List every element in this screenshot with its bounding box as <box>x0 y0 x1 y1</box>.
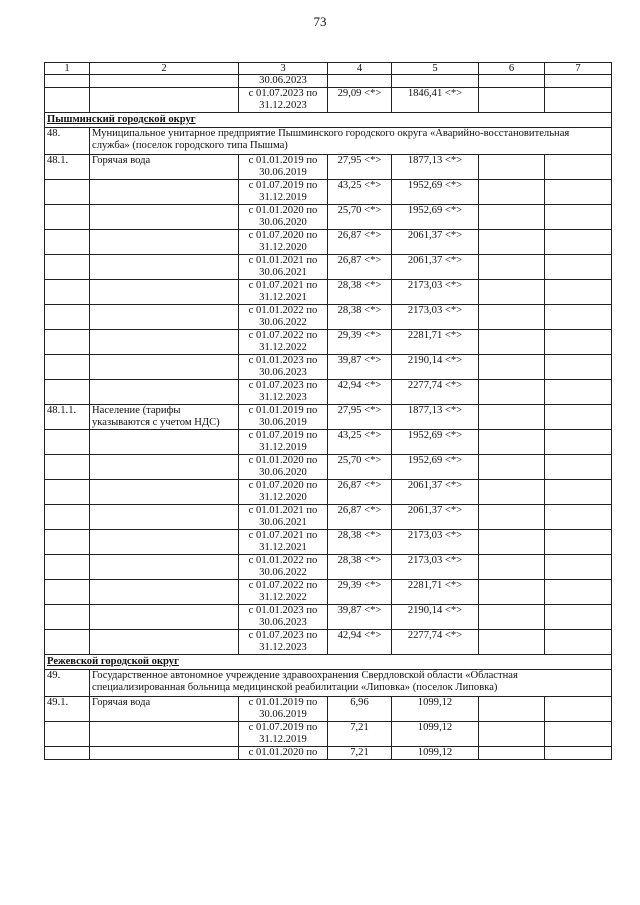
row-number <box>45 630 90 655</box>
service-name <box>90 75 239 88</box>
tariff-value: 7,21 <box>328 747 392 760</box>
table-row <box>45 75 612 88</box>
empty-cell <box>545 205 612 230</box>
tariff-value: 26,87 <*> <box>328 480 392 505</box>
row-number <box>45 380 90 405</box>
tariff-value: 28,38 <*> <box>328 530 392 555</box>
section-row <box>45 655 612 670</box>
empty-cell <box>479 605 545 630</box>
period: с 01.01.2021 по 30.06.2021 <box>239 255 328 280</box>
service-name <box>90 430 239 455</box>
period: с 01.01.2019 по 30.06.2019 <box>239 405 328 430</box>
tariff-value: 27,95 <*> <box>328 405 392 430</box>
tariff-value: 28,38 <*> <box>328 280 392 305</box>
tariff-value: 2061,37 <*> <box>392 255 479 280</box>
organization-row <box>45 670 612 697</box>
empty-cell <box>545 430 612 455</box>
row-number <box>45 280 90 305</box>
row-number <box>45 355 90 380</box>
tariff-value: 2281,71 <*> <box>392 330 479 355</box>
row-number <box>45 580 90 605</box>
empty-cell <box>545 480 612 505</box>
tariff-value: 39,87 <*> <box>328 355 392 380</box>
row-number <box>45 430 90 455</box>
row-number <box>45 205 90 230</box>
empty-cell <box>545 155 612 180</box>
table-row <box>45 355 612 380</box>
service-name <box>90 380 239 405</box>
service-name <box>90 580 239 605</box>
column-header: 2 <box>90 63 239 75</box>
service-name <box>90 480 239 505</box>
tariff-value: 1952,69 <*> <box>392 180 479 205</box>
tariff-value: 2173,03 <*> <box>392 530 479 555</box>
empty-cell <box>479 580 545 605</box>
period: с 01.07.2023 по 31.12.2023 <box>239 88 328 113</box>
tariff-value: 2061,37 <*> <box>392 480 479 505</box>
tariff-value: 26,87 <*> <box>328 505 392 530</box>
row-number: 49. <box>45 670 90 697</box>
tariff-value: 26,87 <*> <box>328 255 392 280</box>
column-header: 5 <box>392 63 479 75</box>
row-number <box>45 722 90 747</box>
empty-cell <box>545 280 612 305</box>
service-name <box>90 630 239 655</box>
tariff-value: 2173,03 <*> <box>392 555 479 580</box>
empty-cell <box>479 505 545 530</box>
empty-cell <box>545 305 612 330</box>
empty-cell <box>545 88 612 113</box>
period: с 01.01.2019 по 30.06.2019 <box>239 697 328 722</box>
period: с 01.07.2020 по 31.12.2020 <box>239 230 328 255</box>
table-row <box>45 455 612 480</box>
empty-cell <box>479 697 545 722</box>
table-row <box>45 230 612 255</box>
row-number: 48. <box>45 128 90 155</box>
tariff-table <box>44 62 612 760</box>
row-number <box>45 455 90 480</box>
table-row <box>45 630 612 655</box>
service-name <box>90 88 239 113</box>
row-number <box>45 330 90 355</box>
empty-cell <box>479 455 545 480</box>
period: с 01.01.2021 по 30.06.2021 <box>239 505 328 530</box>
table-row <box>45 205 612 230</box>
column-header: 3 <box>239 63 328 75</box>
empty-cell <box>545 580 612 605</box>
empty-cell <box>545 180 612 205</box>
service-name <box>90 330 239 355</box>
service-name: Горячая вода <box>90 697 239 722</box>
empty-cell <box>545 747 612 760</box>
organization-name: Муниципальное унитарное предприятие Пышминского городского округа «Аварийно-восстановительная служба» (поселок городского типа Пышма) <box>90 128 612 155</box>
table-row <box>45 155 612 180</box>
service-name <box>90 280 239 305</box>
tariff-value: 2061,37 <*> <box>392 230 479 255</box>
row-number: 49.1. <box>45 697 90 722</box>
period: с 01.07.2022 по 31.12.2022 <box>239 330 328 355</box>
period: с 01.07.2022 по 31.12.2022 <box>239 580 328 605</box>
table-row <box>45 697 612 722</box>
column-header: 1 <box>45 63 90 75</box>
tariff-value: 1952,69 <*> <box>392 205 479 230</box>
tariff-value: 6,96 <box>328 697 392 722</box>
empty-cell <box>479 747 545 760</box>
row-number <box>45 255 90 280</box>
tariff-value: 2061,37 <*> <box>392 505 479 530</box>
table-row <box>45 747 612 760</box>
table-row <box>45 280 612 305</box>
tariff-value: 42,94 <*> <box>328 380 392 405</box>
service-name <box>90 305 239 330</box>
period: 30.06.2023 <box>239 75 328 88</box>
tariff-value: 42,94 <*> <box>328 630 392 655</box>
empty-cell <box>545 555 612 580</box>
empty-cell <box>479 630 545 655</box>
table-row <box>45 380 612 405</box>
tariff-value: 26,87 <*> <box>328 230 392 255</box>
table-row <box>45 305 612 330</box>
tariff-value: 2190,14 <*> <box>392 605 479 630</box>
table-row <box>45 580 612 605</box>
empty-cell <box>545 630 612 655</box>
empty-cell <box>545 530 612 555</box>
empty-cell <box>479 380 545 405</box>
column-header: 7 <box>545 63 612 75</box>
period: с 01.07.2019 по 31.12.2019 <box>239 180 328 205</box>
empty-cell <box>479 355 545 380</box>
empty-cell <box>479 180 545 205</box>
column-header: 6 <box>479 63 545 75</box>
tariff-value: 1099,12 <box>392 697 479 722</box>
row-number <box>45 180 90 205</box>
tariff-value: 1952,69 <*> <box>392 455 479 480</box>
row-number <box>45 555 90 580</box>
period: с 01.07.2020 по 31.12.2020 <box>239 480 328 505</box>
tariff-value <box>328 75 392 88</box>
empty-cell <box>545 75 612 88</box>
row-number <box>45 480 90 505</box>
period: с 01.01.2020 по 30.06.2020 <box>239 205 328 230</box>
empty-cell <box>479 88 545 113</box>
section-title: Пышминский городской округ <box>45 113 612 128</box>
tariff-value: 1099,12 <box>392 722 479 747</box>
table-row <box>45 530 612 555</box>
row-number <box>45 88 90 113</box>
period: с 01.01.2022 по 30.06.2022 <box>239 305 328 330</box>
tariff-value: 25,70 <*> <box>328 455 392 480</box>
service-name <box>90 505 239 530</box>
empty-cell <box>545 697 612 722</box>
tariff-value <box>392 75 479 88</box>
empty-cell <box>545 605 612 630</box>
row-number <box>45 747 90 760</box>
period: с 01.07.2019 по 31.12.2019 <box>239 722 328 747</box>
tariff-value: 2190,14 <*> <box>392 355 479 380</box>
row-number <box>45 505 90 530</box>
empty-cell <box>479 305 545 330</box>
service-name <box>90 555 239 580</box>
period: с 01.07.2021 по 31.12.2021 <box>239 280 328 305</box>
service-name <box>90 230 239 255</box>
row-number: 48.1. <box>45 155 90 180</box>
tariff-value: 1099,12 <box>392 747 479 760</box>
table-row <box>45 555 612 580</box>
service-name <box>90 722 239 747</box>
table-row <box>45 505 612 530</box>
tariff-value: 27,95 <*> <box>328 155 392 180</box>
empty-cell <box>479 405 545 430</box>
empty-cell <box>545 230 612 255</box>
service-name <box>90 180 239 205</box>
tariff-value: 2173,03 <*> <box>392 305 479 330</box>
tariff-value: 25,70 <*> <box>328 205 392 230</box>
empty-cell <box>479 280 545 305</box>
empty-cell <box>545 380 612 405</box>
tariff-value: 1877,13 <*> <box>392 405 479 430</box>
empty-cell <box>479 155 545 180</box>
tariff-value: 2277,74 <*> <box>392 380 479 405</box>
period: с 01.01.2022 по 30.06.2022 <box>239 555 328 580</box>
tariff-value: 39,87 <*> <box>328 605 392 630</box>
period: с 01.07.2021 по 31.12.2021 <box>239 530 328 555</box>
empty-cell <box>479 530 545 555</box>
tariff-value: 43,25 <*> <box>328 430 392 455</box>
tariff-value: 1952,69 <*> <box>392 430 479 455</box>
row-number <box>45 230 90 255</box>
row-number <box>45 605 90 630</box>
empty-cell <box>479 555 545 580</box>
tariff-value: 1846,41 <*> <box>392 88 479 113</box>
page-number: 73 <box>313 14 327 29</box>
service-name <box>90 205 239 230</box>
empty-cell <box>545 255 612 280</box>
organization-row <box>45 128 612 155</box>
empty-cell <box>479 430 545 455</box>
table-row <box>45 430 612 455</box>
table-row <box>45 605 612 630</box>
tariff-value: 2277,74 <*> <box>392 630 479 655</box>
service-name <box>90 605 239 630</box>
tariff-value: 2281,71 <*> <box>392 580 479 605</box>
period: с 01.07.2019 по 31.12.2019 <box>239 430 328 455</box>
tariff-value: 1877,13 <*> <box>392 155 479 180</box>
empty-cell <box>479 330 545 355</box>
row-number <box>45 530 90 555</box>
tariff-value: 28,38 <*> <box>328 555 392 580</box>
organization-name: Государственное автономное учреждение здравоохранения Свердловской области «Областная специализированная больница медицинской реабилитации «Липовка» (поселок Липовка) <box>90 670 612 697</box>
period: с 01.01.2019 по 30.06.2019 <box>239 155 328 180</box>
empty-cell <box>479 480 545 505</box>
row-number: 48.1.1. <box>45 405 90 430</box>
table-row <box>45 480 612 505</box>
empty-cell <box>479 255 545 280</box>
section-row <box>45 113 612 128</box>
tariff-value: 28,38 <*> <box>328 305 392 330</box>
empty-cell <box>479 205 545 230</box>
table-row <box>45 405 612 430</box>
empty-cell <box>545 455 612 480</box>
service-name: Горячая вода <box>90 155 239 180</box>
empty-cell <box>479 230 545 255</box>
period: с 01.01.2020 по <box>239 747 328 760</box>
tariff-value: 29,39 <*> <box>328 330 392 355</box>
service-name <box>90 455 239 480</box>
empty-cell <box>479 722 545 747</box>
section-title: Режевской городской округ <box>45 655 612 670</box>
period: с 01.01.2023 по 30.06.2023 <box>239 605 328 630</box>
empty-cell <box>545 405 612 430</box>
row-number <box>45 305 90 330</box>
period: с 01.07.2023 по 31.12.2023 <box>239 380 328 405</box>
column-header: 4 <box>328 63 392 75</box>
table-row <box>45 722 612 747</box>
service-name <box>90 255 239 280</box>
service-name <box>90 747 239 760</box>
period: с 01.01.2020 по 30.06.2020 <box>239 455 328 480</box>
tariff-value: 43,25 <*> <box>328 180 392 205</box>
table-header-row <box>45 63 612 75</box>
period: с 01.07.2023 по 31.12.2023 <box>239 630 328 655</box>
tariff-value: 2173,03 <*> <box>392 280 479 305</box>
table-row <box>45 255 612 280</box>
service-name <box>90 355 239 380</box>
table-row <box>45 180 612 205</box>
empty-cell <box>545 722 612 747</box>
service-name: Население (тарифы указываются с учетом НДС) <box>90 405 239 430</box>
empty-cell <box>545 505 612 530</box>
period: с 01.01.2023 по 30.06.2023 <box>239 355 328 380</box>
tariff-value: 29,09 <*> <box>328 88 392 113</box>
row-number <box>45 75 90 88</box>
empty-cell <box>545 330 612 355</box>
empty-cell <box>479 75 545 88</box>
tariff-value: 7,21 <box>328 722 392 747</box>
tariff-value: 29,39 <*> <box>328 580 392 605</box>
table-row <box>45 88 612 113</box>
empty-cell <box>545 355 612 380</box>
service-name <box>90 530 239 555</box>
table-row <box>45 330 612 355</box>
